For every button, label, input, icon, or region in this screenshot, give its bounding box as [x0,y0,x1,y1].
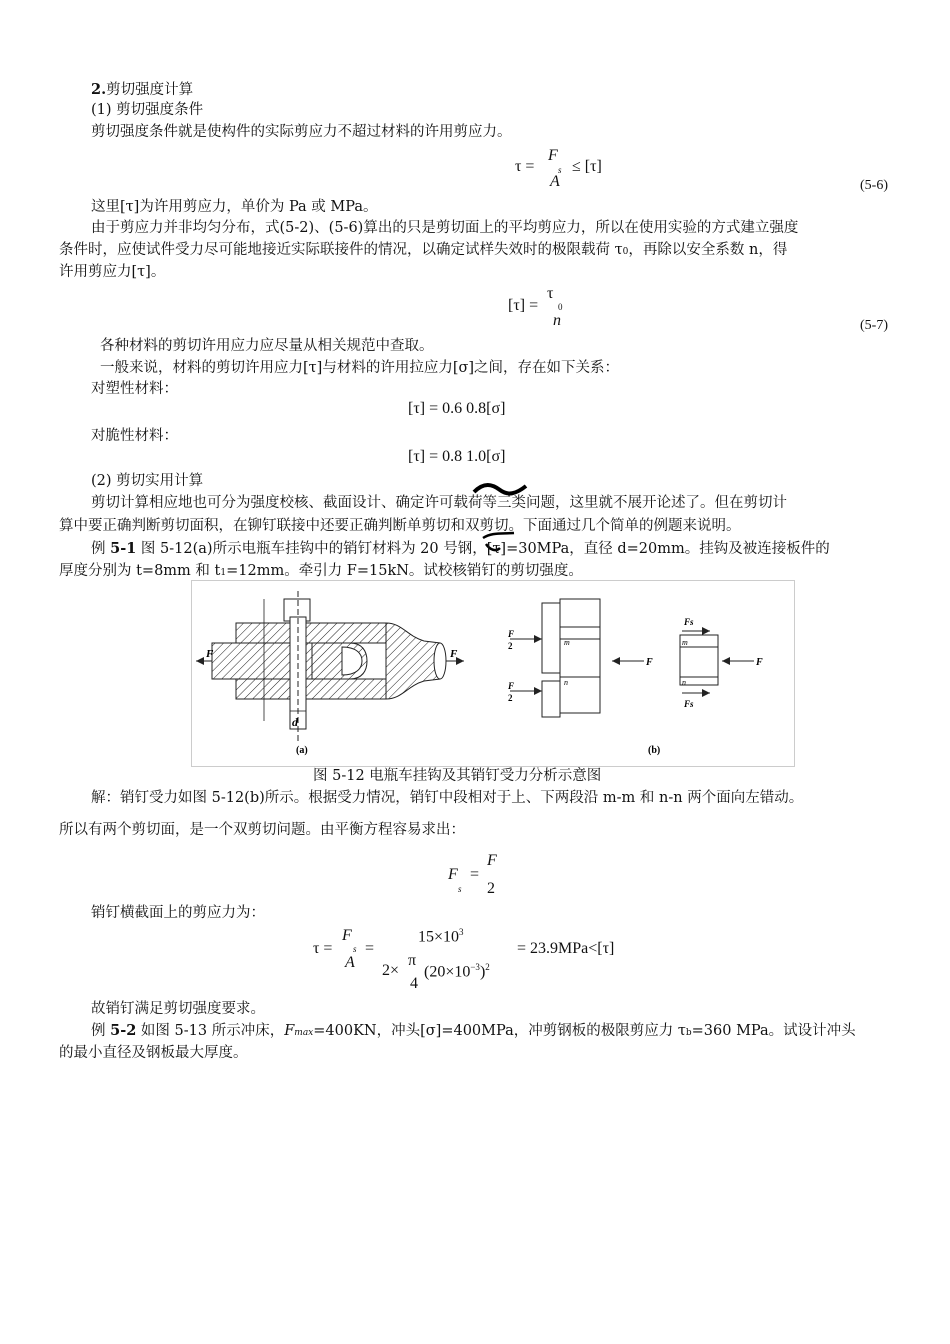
svg-text:F: F [508,629,515,639]
paragraph-6b: 算中要正确判断剪切面积，在铆钉联接中还要正确判断单剪切和双剪切。下面通过几个简单的例题来说明。 [59,518,741,534]
svg-text:n: n [682,678,686,687]
paragraph-3a: 由于剪应力并非均匀分布，式(5-2)、(5-6)算出的只是剪切面上的平均剪应力，所以在使用实验的方式建立强度 [91,220,799,236]
paragraph-7: 销钉横截面上的剪应力为： [91,905,265,921]
ink-scribble-1 [470,480,530,500]
svg-text:Fs: Fs [684,699,694,709]
label-b: (b) [648,745,661,756]
figure-5-12 [191,580,795,767]
svg-text:Fs: Fs [684,617,694,627]
paragraph-3c: 许用剪应力[τ]。 [59,264,166,280]
pin-free-body-diagram [507,599,763,756]
svg-text:n: n [564,678,568,687]
paragraph-8: 故销钉满足剪切强度要求。 [91,1001,265,1017]
figure-caption: 图 5-12 电瓶车挂钩及其销钉受力分析示意图 [313,768,602,784]
svg-text:F: F [756,657,763,668]
paragraph-6a: 剪切计算相应地也可分为强度校核、截面设计、确定许可载荷等三类问题，这里就不展开论述了。但在剪切计 [91,495,787,511]
force-label-a-left: F [206,648,214,660]
paragraph-2: 这里[τ]为许用剪应力，单价为 Pa 或 MPa。 [91,199,378,215]
diameter-label: d [292,715,298,729]
brittle-equation: [τ] = 0.8 1.0[σ] [408,448,506,465]
subheading-2: (2) 剪切实用计算 [91,473,204,489]
label-a: (a) [296,745,308,756]
force-label-a-right: F [450,648,458,660]
svg-text:2: 2 [508,693,513,703]
subheading-1: (1) 剪切强度条件 [91,102,204,118]
hook-assembly-drawing [196,591,464,756]
brittle-label: 对脆性材料： [91,428,178,444]
paragraph-5: 一般来说，材料的剪切许用应力[τ]与材料的许用拉应力[σ]之间，存在如下关系： [100,360,620,376]
example-5-1-line-b: 厚度分别为 t=8mm 和 t1=12mm。牵引力 F=15kN。试校核销钉的剪切强度。 [59,563,583,579]
svg-text:F: F [508,681,515,691]
svg-text:m: m [564,638,570,647]
svg-text:m: m [682,638,688,647]
example-5-2-line-a: 例 5-2 如图 5-13 所示冲床，Fmax=400KN，冲头[σ]=400MPa，冲剪钢板的极限剪应力 τb=360 MPa。试设计冲头 [91,1022,856,1039]
solution-line-2: 所以有两个剪切面，是一个双剪切问题。由平衡方程容易求出： [59,822,465,838]
section-heading: 2.剪切强度计算 [91,81,194,98]
solution-line-1: 解：销钉受力如图 5-12(b)所示。根据受力情况，销钉中段相对于上、下两段沿 m-m 和 n-n 两个面向左错动。 [91,790,804,806]
paragraph-3b: 条件时，应使试件受力尽可能地接近实际联接件的情况，以确定试样失效时的极限载荷 τ0，再除以安全系数 n，得 [59,242,788,258]
example-5-2-line-b: 的最小直径及钢板最大厚度。 [59,1045,248,1061]
example-5-1-line-a: 例 5-1 图 5-12(a)所示电瓶车挂钩中的销钉材料为 20 号钢，[τ]=30MPa，直径 d=20mm。挂钩及被连接板件的 [91,540,830,557]
svg-text:2: 2 [508,641,513,651]
paragraph-4: 各种材料的剪切许用应力应尽量从相关规范中查取。 [100,338,434,354]
plastic-equation: [τ] = 0.6 0.8[σ] [408,400,506,417]
paragraph-1: 剪切强度条件就是使构件的实际剪应力不超过材料的许用剪应力。 [91,124,512,140]
plastic-label: 对塑性材料： [91,381,178,397]
svg-text:F: F [646,657,653,668]
